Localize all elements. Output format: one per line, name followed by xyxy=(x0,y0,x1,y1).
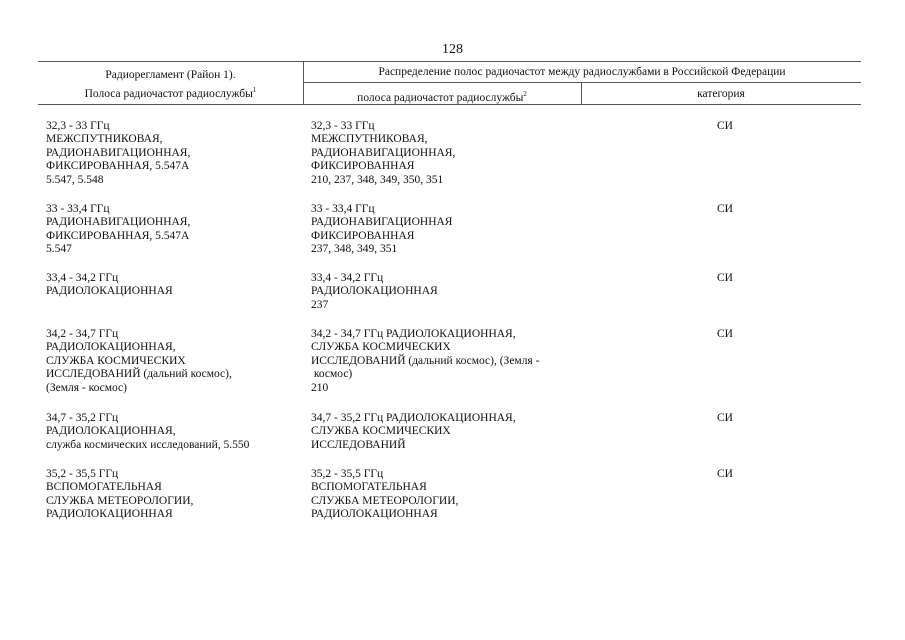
row-1-left: 32,3 - 33 ГГц МЕЖСПУТНИКОВАЯ, РАДИОНАВИГАЦИОННАЯ, ФИКСИРОВАННАЯ, 5.547А 5.547, 5.548 xyxy=(46,120,191,186)
header-right-band-sup: 2 xyxy=(523,90,527,98)
row-3-left: 33,4 - 34,2 ГГц РАДИОЛОКАЦИОННАЯ xyxy=(46,272,173,298)
row-3-category: СИ xyxy=(717,272,733,284)
row-6-left: 35,2 - 35,5 ГГц ВСПОМОГАТЕЛЬНАЯ СЛУЖБА МЕТЕОРОЛОГИИ, РАДИОЛОКАЦИОННАЯ xyxy=(46,468,194,521)
header-right-band: полоса радиочастот радиослужбы xyxy=(357,91,524,104)
row-6-right: 35,2 - 35,5 ГГц ВСПОМОГАТЕЛЬНАЯ СЛУЖБА МЕТЕОРОЛОГИИ, РАДИОЛОКАЦИОННАЯ xyxy=(311,468,459,521)
row-5-right: 34,7 - 35,2 ГГц РАДИОЛОКАЦИОННАЯ, СЛУЖБА КОСМИЧЕСКИХ ИССЛЕДОВАНИЙ xyxy=(311,412,516,451)
header-left-line1: Радиорегламент (Район 1). xyxy=(105,69,236,81)
header-right-category: категория xyxy=(697,88,745,100)
row-3-right: 33,4 - 34,2 ГГц РАДИОЛОКАЦИОННАЯ 237 xyxy=(311,272,438,311)
row-1-category: СИ xyxy=(717,120,733,132)
row-2-category: СИ xyxy=(717,203,733,215)
header-right-top: Распределение полос радиочастот между радиослужбами в Российской Федерации xyxy=(378,66,786,78)
header-right-band-wrap xyxy=(303,87,581,106)
page-number: 128 xyxy=(442,42,463,57)
row-5-category: СИ xyxy=(717,412,733,424)
row-2-right: 33 - 33,4 ГГц РАДИОНАВИГАЦИОННАЯ ФИКСИРОВАННАЯ 237, 348, 349, 351 xyxy=(311,203,453,256)
row-4-right: 34,2 - 34,7 ГГц РАДИОЛОКАЦИОННАЯ, СЛУЖБА КОСМИЧЕСКИХ ИССЛЕДОВАНИЙ (дальний космос), (Земля - космос) 210 xyxy=(311,328,540,394)
row-4-category: СИ xyxy=(717,328,733,340)
header-left-line2-wrap xyxy=(38,83,303,102)
header-left-sup: 1 xyxy=(252,86,257,94)
row-6-category: СИ xyxy=(717,468,733,480)
header-left-line2: Полоса радиочастот радиослужбы xyxy=(84,87,253,100)
header-sub-rule xyxy=(303,82,861,83)
row-1-right: 32,3 - 33 ГГц МЕЖСПУТНИКОВАЯ, РАДИОНАВИГАЦИОННАЯ, ФИКСИРОВАННАЯ 210, 237, 348, 349, 350, 351 xyxy=(311,120,456,186)
row-2-left: 33 - 33,4 ГГц РАДИОНАВИГАЦИОННАЯ, ФИКСИРОВАННАЯ, 5.547А 5.547 xyxy=(46,203,191,256)
table-top-rule xyxy=(38,61,861,62)
header-left xyxy=(38,68,303,102)
row-5-left: 34,7 - 35,2 ГГц РАДИОЛОКАЦИОННАЯ, служба космических исследований, 5.550 xyxy=(46,412,250,451)
row-4-left: 34,2 - 34,7 ГГц РАДИОЛОКАЦИОННАЯ, СЛУЖБА КОСМИЧЕСКИХ ИССЛЕДОВАНИЙ (дальний космос), (Земля - космос) xyxy=(46,328,232,394)
